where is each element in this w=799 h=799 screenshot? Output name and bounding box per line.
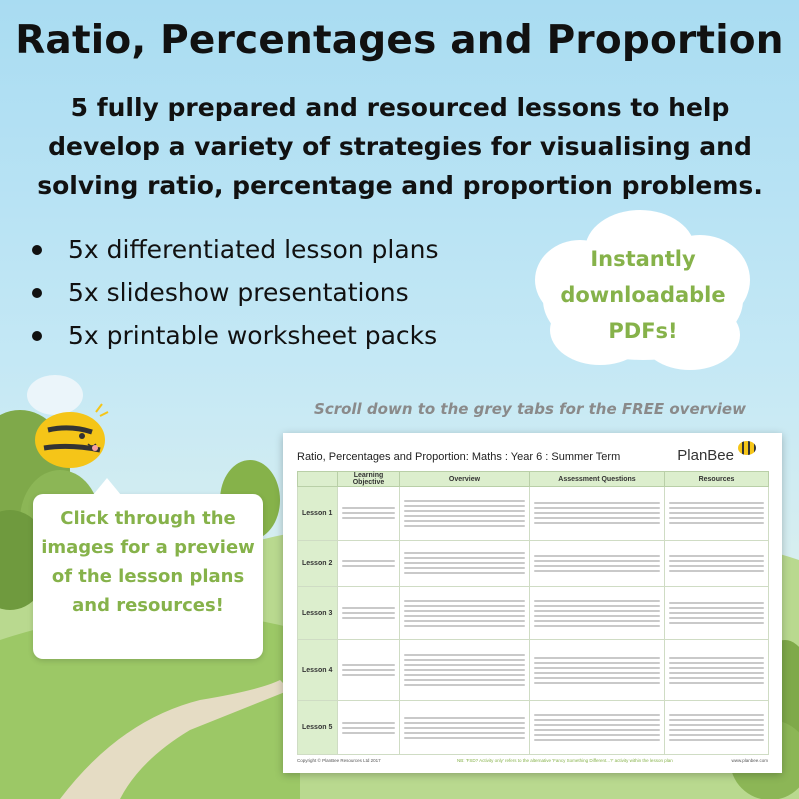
table-cell xyxy=(530,640,665,701)
list-item: 5x differentiated lesson plans xyxy=(30,228,550,271)
column-header: Overview xyxy=(400,472,530,487)
lesson-overview-document[interactable] xyxy=(283,433,782,773)
column-header xyxy=(298,472,338,487)
table-cell xyxy=(400,487,530,541)
document-title: Ratio, Percentages and Proportion: Maths : Year 6 : Summer Term xyxy=(297,451,621,463)
table-cell xyxy=(400,640,530,701)
table-cell xyxy=(665,487,769,541)
table-cell xyxy=(530,586,665,640)
table-cell xyxy=(400,586,530,640)
list-item: 5x printable worksheet packs xyxy=(30,314,550,357)
table-cell xyxy=(338,540,400,586)
click-through-callout[interactable] xyxy=(33,494,263,659)
table-cell xyxy=(338,701,400,755)
table-cell xyxy=(665,586,769,640)
click-through-text: Click through the images for a preview of the lesson plans and resources! xyxy=(41,508,255,616)
table-cell xyxy=(338,640,400,701)
table-cell xyxy=(400,540,530,586)
table-cell xyxy=(665,701,769,755)
footer-copyright: Copyright © PlanBee Resources Ltd 2017 xyxy=(297,758,381,763)
footer-website: www.planbee.com xyxy=(731,758,768,763)
feature-list xyxy=(30,228,550,357)
page-title: Ratio, Percentages and Proportion xyxy=(15,18,784,63)
planbee-brand xyxy=(677,447,734,464)
column-header: Assessment Questions xyxy=(530,472,665,487)
table-cell xyxy=(530,701,665,755)
brand-name: PlanBee xyxy=(677,447,734,464)
scroll-note: Scroll down to the grey tabs for the FREE overview xyxy=(314,400,746,418)
lesson-label: Lesson 1 xyxy=(298,487,338,541)
list-item: 5x slideshow presentations xyxy=(30,271,550,314)
table-cell xyxy=(338,586,400,640)
table-cell xyxy=(665,640,769,701)
table-row xyxy=(298,487,769,541)
instant-download-note: Instantly downloadable PDFs! xyxy=(560,247,726,343)
planbee-logo-icon xyxy=(738,441,756,455)
table-row xyxy=(298,540,769,586)
lesson-label: Lesson 4 xyxy=(298,640,338,701)
table-cell xyxy=(530,487,665,541)
lesson-table xyxy=(297,471,769,755)
lesson-label: Lesson 5 xyxy=(298,701,338,755)
footer-note: NB: 'FSD? Activity only' refers to the alternative 'Fancy Something Different...?' activity within the lesson plan xyxy=(457,758,673,763)
lesson-label: Lesson 2 xyxy=(298,540,338,586)
table-header-row xyxy=(298,472,769,487)
table-row xyxy=(298,586,769,640)
lesson-label: Lesson 3 xyxy=(298,586,338,640)
document-footer xyxy=(297,758,768,763)
table-cell xyxy=(665,540,769,586)
table-cell xyxy=(530,540,665,586)
table-cell xyxy=(338,487,400,541)
subtitle: 5 fully prepared and resourced lessons to help develop a variety of strategies for visualising and solving ratio, percentage and proportion problems. xyxy=(37,93,763,200)
table-row xyxy=(298,640,769,701)
table-row xyxy=(298,701,769,755)
table-cell xyxy=(400,701,530,755)
column-header: Learning Objective xyxy=(338,472,400,487)
column-header: Resources xyxy=(665,472,769,487)
